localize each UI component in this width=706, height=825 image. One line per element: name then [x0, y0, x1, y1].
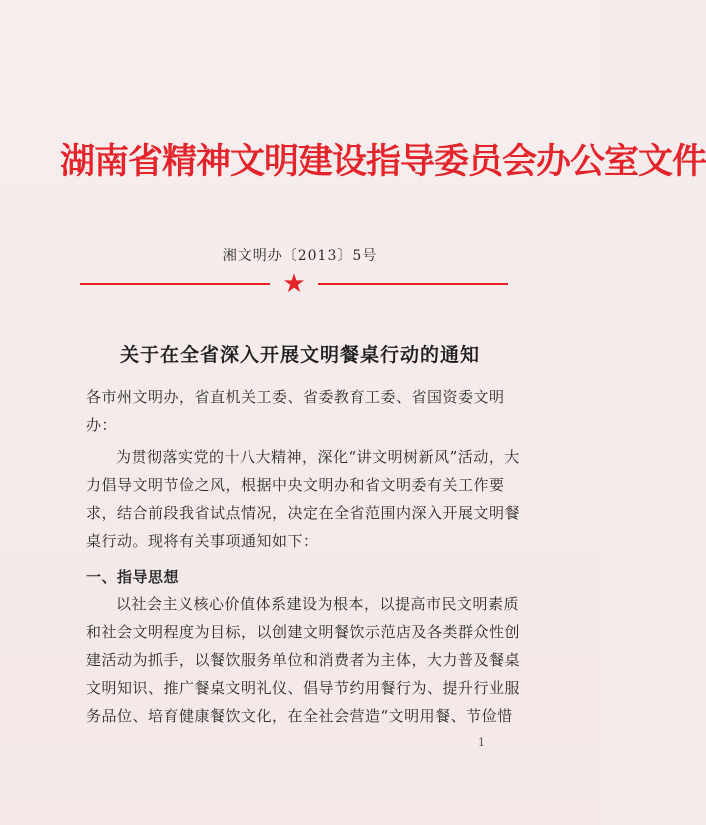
header-divider-left	[80, 283, 270, 285]
page-number: 1	[478, 736, 485, 749]
section-heading: 一、指导思想	[86, 568, 180, 586]
header-divider-right	[318, 283, 508, 285]
addressee: 各市州文明办，省直机关工委、省委教育工委、省国资委文明办：	[86, 388, 505, 434]
intro-paragraph: 为贯彻落实党的十八大精神，深化“讲文明树新风”活动，大力倡导文明节俭之风，根据中央文明办和省文明委有关工作要求，结合前段我省试点情况，决定在全省范围内深入开展文明餐桌行动。现将有关事项通知如下：	[86, 448, 521, 550]
issuing-office-header: 湖南省精神文明建设指导委员会办公室文件	[60, 141, 706, 182]
document-number: 湘文明办〔2013〕5号	[222, 248, 378, 264]
notice-title: 关于在全省深入开展文明餐桌行动的通知	[119, 344, 480, 366]
guiding-ideology-paragraph: 以社会主义核心价值体系建设为根本，以提高市民文明素质和社会文明程度为目标，以创建文明餐饮示范店及各类群众性创建活动为抓手，以餐饮服务单位和消费者为主体，大力普及餐桌文明知识、推广餐桌文明礼仪、倡导节约用餐行为、提升行业服务品位、培育健康餐饮文化，在全社会营造“文明用餐、节俭惜	[86, 595, 521, 725]
star-icon: ★	[282, 269, 306, 299]
